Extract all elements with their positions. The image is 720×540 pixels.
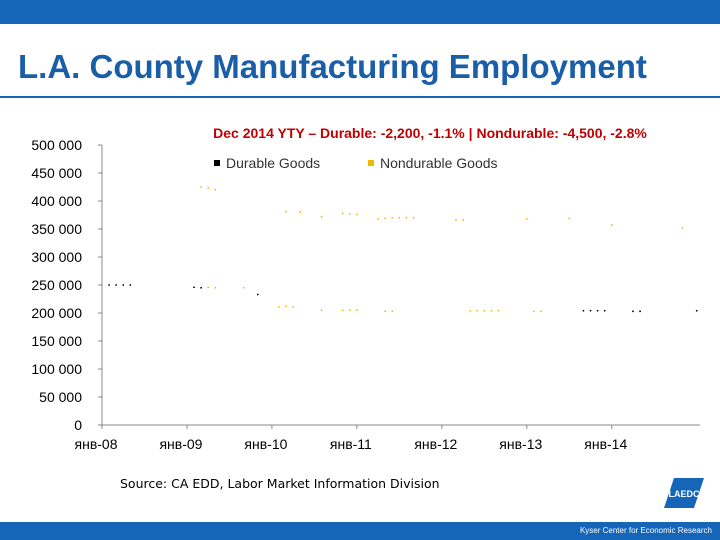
y-tick-label: 150 000 xyxy=(31,333,82,349)
y-tick-label: 0 xyxy=(74,417,82,433)
nondurable-point xyxy=(533,310,535,312)
nondurable-point xyxy=(483,310,485,312)
legend-label-nondurable: Nondurable Goods xyxy=(380,155,498,171)
nondurable-point xyxy=(391,310,393,312)
nondurable-point xyxy=(349,213,351,215)
x-tick-label: янв-11 xyxy=(329,436,372,452)
durable-point xyxy=(639,310,641,312)
nondurable-point xyxy=(299,211,301,213)
nondurable-point xyxy=(214,189,216,191)
x-tick-label: янв-13 xyxy=(499,436,543,452)
durable-point xyxy=(129,284,131,286)
nondurable-point xyxy=(526,218,528,220)
nondurable-point xyxy=(469,310,471,312)
nondurable-point xyxy=(356,214,358,216)
nondurable-point xyxy=(682,227,684,229)
y-tick-label: 300 000 xyxy=(31,249,82,265)
top-banner xyxy=(0,0,720,24)
source-note: Source: CA EDD, Labor Market Information Division xyxy=(120,476,440,491)
nondurable-point xyxy=(214,287,216,289)
nondurable-point xyxy=(377,218,379,220)
nondurable-point xyxy=(384,310,386,312)
nondurable-point xyxy=(498,310,500,312)
nondurable-point xyxy=(491,310,493,312)
title-divider xyxy=(0,96,720,98)
nondurable-point xyxy=(398,217,400,219)
nondurable-point xyxy=(207,187,209,189)
footer-credit: Kyser Center for Economic Research xyxy=(579,526,712,535)
nondurable-point xyxy=(243,287,245,289)
chart-marks xyxy=(108,186,720,314)
y-tick-label: 200 000 xyxy=(31,305,82,321)
nondurable-point xyxy=(476,310,478,312)
nondurable-point xyxy=(342,309,344,311)
durable-point xyxy=(193,286,195,288)
nondurable-point xyxy=(568,217,570,219)
durable-point xyxy=(583,310,585,312)
x-tick-label: янв-10 xyxy=(244,436,288,452)
nondurable-point xyxy=(207,286,209,288)
employment-chart xyxy=(0,100,720,470)
nondurable-point xyxy=(462,219,464,221)
durable-point xyxy=(200,287,202,289)
y-tick-label: 350 000 xyxy=(31,221,82,237)
nondurable-point xyxy=(384,217,386,219)
nondurable-point xyxy=(278,306,280,308)
nondurable-point xyxy=(292,306,294,308)
nondurable-point xyxy=(200,186,202,188)
durable-point xyxy=(115,284,117,286)
y-tick-label: 450 000 xyxy=(31,165,82,181)
nondurable-point xyxy=(406,217,408,219)
y-axis-labels xyxy=(31,137,82,433)
durable-point xyxy=(696,310,698,312)
svg-text:LAEDC: LAEDC xyxy=(668,489,700,499)
x-tick-label: янв-14 xyxy=(584,436,628,452)
chart-subtitle: Dec 2014 YTY – Durable: -2,200, -1.1% | Nondurable: -4,500, -2.8% xyxy=(213,125,647,141)
nondurable-point xyxy=(356,309,358,311)
slide-title: L.A. County Manufacturing Employment xyxy=(18,48,647,85)
x-tick-label: янв-08 xyxy=(74,436,118,452)
legend-swatch-nondurable xyxy=(368,160,374,166)
durable-point xyxy=(257,294,259,296)
nondurable-point xyxy=(285,305,287,307)
nondurable-point xyxy=(391,217,393,219)
durable-point xyxy=(604,310,606,312)
nondurable-point xyxy=(540,310,542,312)
chart-axes xyxy=(98,145,700,429)
y-tick-label: 50 000 xyxy=(39,389,82,405)
y-tick-label: 500 000 xyxy=(31,137,82,153)
y-tick-label: 250 000 xyxy=(31,277,82,293)
x-axis-labels xyxy=(75,436,628,452)
nondurable-point xyxy=(321,216,323,218)
nondurable-point xyxy=(455,219,457,221)
nondurable-point xyxy=(285,211,287,213)
durable-point xyxy=(122,284,124,286)
durable-point xyxy=(597,310,599,312)
nondurable-point xyxy=(611,224,613,226)
y-tick-label: 100 000 xyxy=(31,361,82,377)
x-tick-label: янв-09 xyxy=(159,436,203,452)
nondurable-point xyxy=(321,309,323,311)
chart-legend xyxy=(214,155,498,171)
durable-point xyxy=(632,310,634,312)
laedc-logo xyxy=(664,478,704,508)
nondurable-point xyxy=(413,217,415,219)
durable-point xyxy=(590,310,592,312)
nondurable-point xyxy=(342,212,344,214)
y-tick-label: 400 000 xyxy=(31,193,82,209)
legend-swatch-durable xyxy=(214,160,220,166)
x-tick-label: янв-12 xyxy=(414,436,458,452)
legend-label-durable: Durable Goods xyxy=(226,155,321,171)
nondurable-point xyxy=(349,309,351,311)
durable-point xyxy=(108,284,110,286)
